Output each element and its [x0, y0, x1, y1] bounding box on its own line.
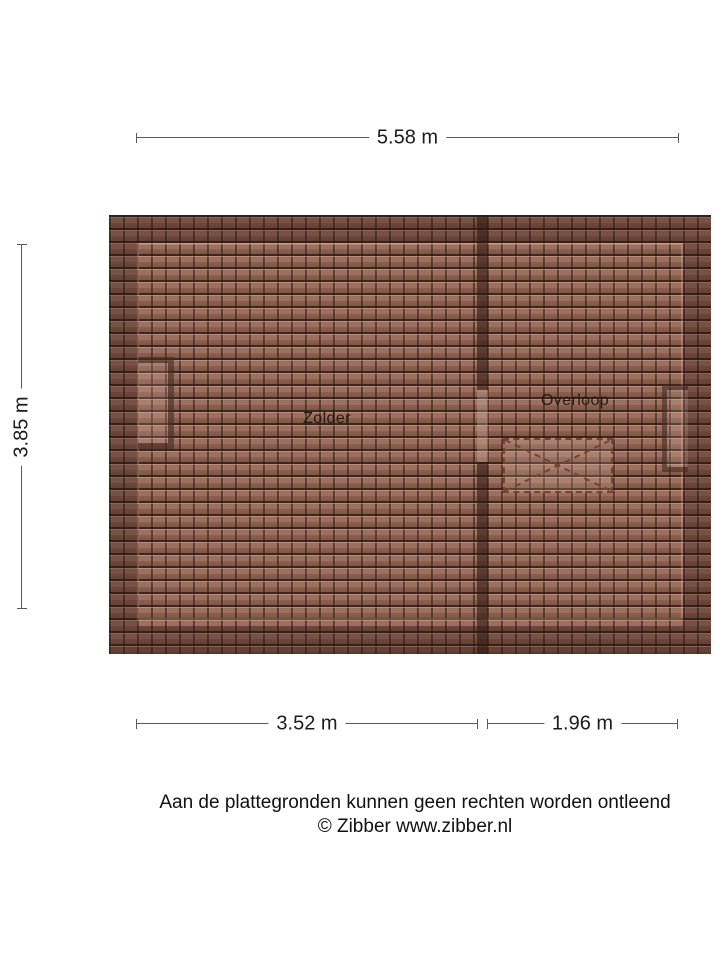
floor-plan-roof [109, 215, 711, 654]
dimension-top-label: 5.58 m [369, 127, 446, 150]
stair-opening [503, 438, 613, 493]
dimension-tick-icon [487, 719, 488, 729]
dimension-tick-icon [136, 133, 137, 143]
room-label-zolder: Zolder [303, 410, 351, 427]
stair-opening-cross-icon [505, 440, 611, 491]
right-wall-recess [662, 385, 688, 472]
dimension-bottom-right-label: 1.96 m [544, 713, 621, 736]
room-label-overloop: Overloop [540, 392, 610, 409]
dimension-left [10, 245, 33, 608]
dimension-bottom-left [137, 712, 477, 735]
dimension-bottom-right [488, 712, 677, 735]
dimension-tick-icon [477, 719, 478, 729]
footer-disclaimer [100, 791, 720, 839]
dimension-tick-icon [17, 244, 27, 245]
left-wall-recess [138, 357, 174, 449]
disclaimer-text: Aan de plattegronden kunnen geen rechten worden ontleend [159, 792, 671, 813]
dimension-bottom-left-label: 3.52 m [268, 713, 345, 736]
roof-inner-bevel [137, 243, 683, 620]
copyright-text: © Zibber www.zibber.nl [317, 816, 513, 837]
dimension-tick-icon [677, 719, 678, 729]
dimension-tick-icon [678, 133, 679, 143]
interior-wall-upper [477, 215, 488, 390]
dimension-top [137, 126, 678, 149]
doorway-opening [477, 390, 488, 462]
dimension-tick-icon [17, 608, 27, 609]
interior-wall-lower [477, 462, 488, 654]
dimension-tick-icon [136, 719, 137, 729]
dimension-left-label: 3.85 m [11, 388, 34, 465]
